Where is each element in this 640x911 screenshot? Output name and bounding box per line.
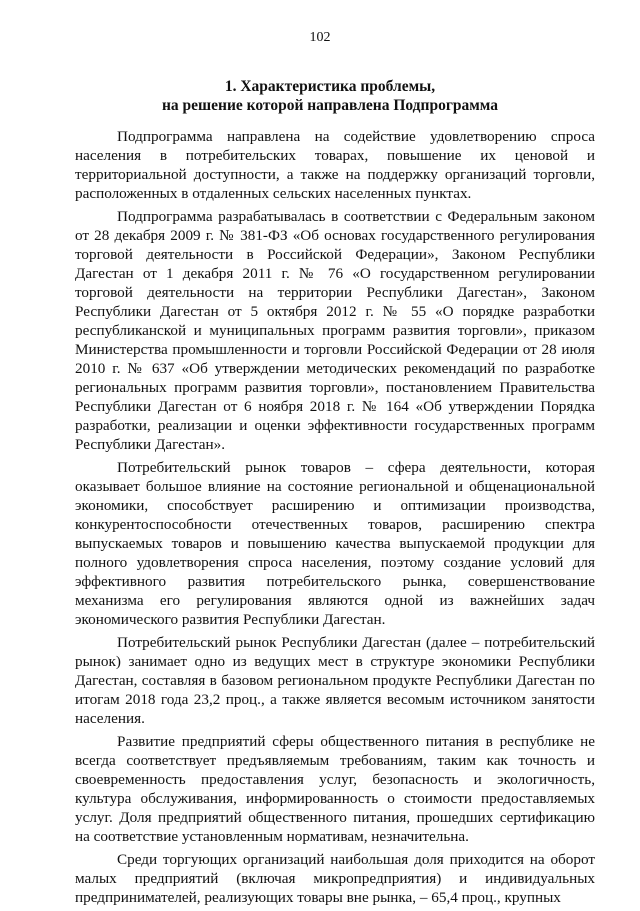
paragraph: Развитие предприятий сферы общественного питания в республике не всегда соответствует предъявляемым требованиям, таким как точность и своевременность предоставления услуг, безопасность и экологичность, культура обслуживания, информированность о стоимости предоставляемых услуг. Доля предприятий общественного питания, прошедших сертификацию на соответствие установленным нормативам, незначительна. [75, 733, 595, 845]
section-heading-line-1: 1. Характеристика проблемы, [224, 78, 436, 95]
paragraph: Подпрограмма направлена на содействие удовлетворению спроса населения в потребительских товарах, повышение их ценовой и территориальной доступности, а также на поддержку организаций торговли, расположенных в отдаленных сельских населенных пунктах. [75, 128, 595, 202]
paragraph: Среди торгующих организаций наибольшая доля приходится на оборот малых предприятий (включая микропредприятия) и индивидуальных предпринимателей, реализующих товары вне рынка, – 65,4 проц., крупных [75, 851, 595, 906]
paragraph: Потребительский рынок Республики Дагестан (далее – потребительский рынок) занимает одно из ведущих мест в структуре экономики Республики Дагестан, составляя в базовом региональном продукте Республики Дагестан по итогам 2018 года 23,2 проц., а также является весомым источником занятости населения. [75, 634, 595, 727]
body-text [75, 127, 595, 911]
paragraph: Потребительский рынок товаров – сфера деятельности, которая оказывает большое влияние на состояние региональной и общенациональной экономики, способствует расширению и оптимизации производства, конкурентоспособности отечественных товаров, расширению спектра выпускаемых товаров и повышению качества выпускаемой продукции для полного удовлетворения спроса населения, поэтому создание условий для эффективного развития потребительского рынка, совершенствование механизма его регулирования являются одной из важнейших задач экономического развития Республики Дагестан. [75, 459, 595, 628]
section-heading [60, 77, 600, 115]
section-heading-line-2: на решение которой направлена Подпрограмма [162, 97, 498, 114]
paragraph: Подпрограмма разрабатывалась в соответствии с Федеральным законом от 28 декабря 2009 г. № 381-ФЗ «Об основах государственного регулирования торговой деятельности в Российской Федерации», Законом Республики Дагестан от 1 декабря 2011 г. № 76 «О государственном регулировании торговой деятельности на территории Республики Дагестан», Законом Республики Дагестан от 5 октября 2012 г. № 55 «О порядке разработки республиканской и муниципальных программ развития торговли», приказом Министерства промышленности и торговли Российской Федерации от 28 июля 2010 г. № 637 «Об утверждении методических рекомендаций по разработке региональных программ развития торговли», постановлением Правительства Республики Дагестан от 6 ноября 2018 г. № 164 «Об утверждении Порядка разработки, реализации и оценки эффективности государственных программ Республики Дагестан». [75, 208, 595, 453]
page-number: 102 [309, 30, 331, 45]
